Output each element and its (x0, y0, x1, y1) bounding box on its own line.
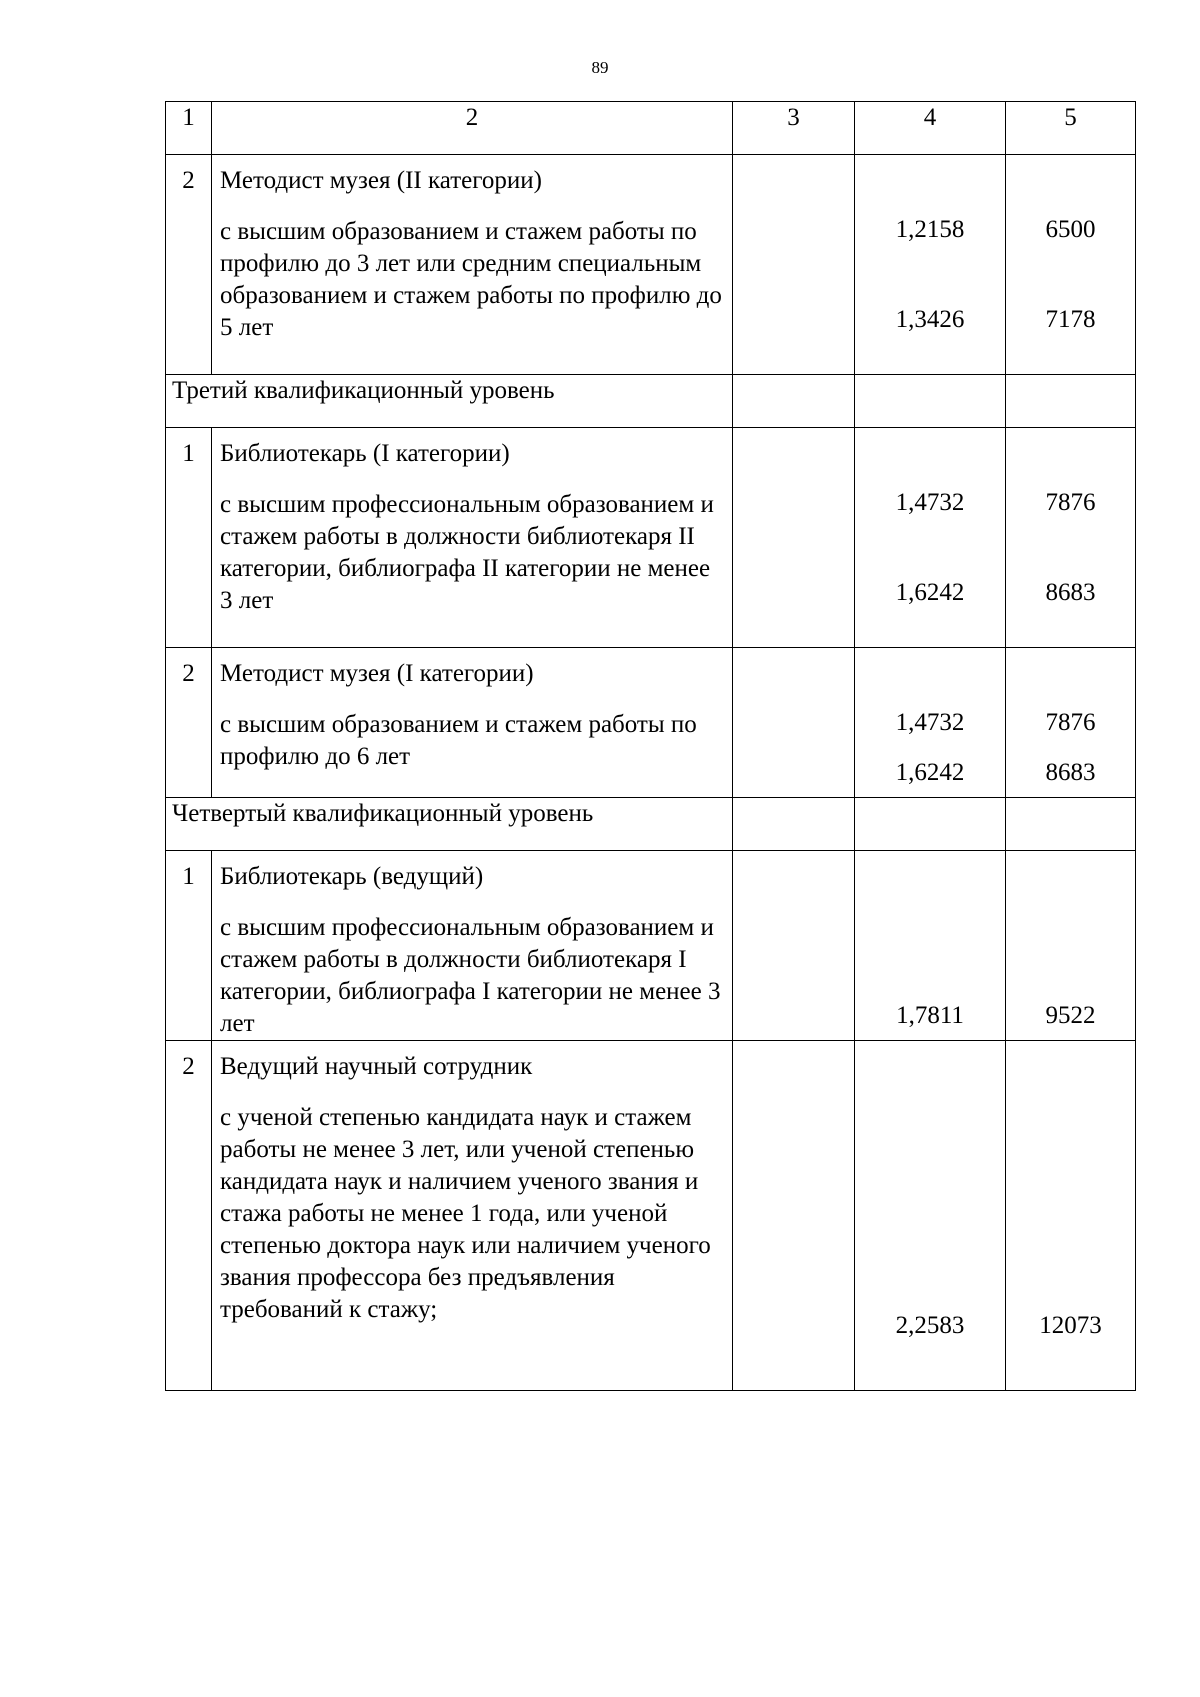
table-row (166, 428, 1136, 648)
page-number: 89 (591, 58, 609, 77)
table-row (166, 155, 1136, 375)
position-requirements: с высшим профессиональным образованием и стажем работы в должности библиотекаря II категории, библиографа II категории не менее 3 лет (220, 491, 714, 614)
coefficient-cell (855, 428, 1006, 648)
section-row (166, 375, 1136, 428)
section-label: Четвертый квалификационный уровень (166, 798, 733, 851)
table-row (166, 1041, 1136, 1391)
empty-cell (733, 375, 855, 428)
empty-cell (733, 851, 855, 1041)
position-cell (212, 648, 733, 798)
table-row (166, 851, 1136, 1041)
header-cell: 4 (855, 102, 1006, 155)
table-row (166, 648, 1136, 798)
position-title: Методист музея (I категории) (220, 660, 534, 687)
empty-cell (1006, 375, 1136, 428)
coefficient-cell (855, 851, 1006, 1041)
salary-value: 12073 (1039, 1312, 1102, 1339)
position-title: Ведущий научный сотрудник (220, 1053, 533, 1080)
position-requirements: с ученой степенью кандидата наук и стажем работы не менее 3 лет, или ученой степенью кандидата наук и наличием ученого звания и стажа работы не менее 1 года, или ученой степенью доктора наук или наличием ученого звания профессора без предъявления требований к стажу; (220, 1104, 711, 1323)
coefficient-value: 1,4732 (895, 709, 965, 736)
header-cell: 3 (733, 102, 855, 155)
salary-table (165, 101, 1136, 1391)
section-label: Третий квалификационный уровень (166, 375, 733, 428)
salary-value: 9522 (1045, 1002, 1096, 1029)
header-cell: 2 (212, 102, 733, 155)
empty-cell (733, 648, 855, 798)
row-number: 1 (166, 428, 212, 648)
salary-cell (1006, 428, 1136, 648)
salary-cell (1006, 1041, 1136, 1391)
position-requirements: с высшим профессиональным образованием и стажем работы в должности библиотекаря I категории, библиографа I категории не менее 3 лет (220, 914, 721, 1037)
coefficient-cell (855, 155, 1006, 375)
position-title: Библиотекарь (I категории) (220, 440, 510, 467)
coefficient-value: 1,7811 (896, 1002, 964, 1029)
position-cell (212, 428, 733, 648)
coefficient-cell (855, 1041, 1006, 1391)
empty-cell (855, 375, 1006, 428)
salary-cell (1006, 648, 1136, 798)
header-row (166, 102, 1136, 155)
position-title: Библиотекарь (ведущий) (220, 863, 484, 890)
salary-value: 8683 (1045, 579, 1096, 606)
header-cell: 5 (1006, 102, 1136, 155)
coefficient-value: 1,4732 (895, 489, 965, 516)
empty-cell (733, 798, 855, 851)
position-requirements: с высшим образованием и стажем работы по профилю до 3 лет или средним специальным образованием и стажем работы по профилю до 5 лет (220, 218, 722, 341)
salary-value: 8683 (1045, 759, 1096, 786)
empty-cell (855, 798, 1006, 851)
salary-value: 6500 (1045, 216, 1096, 243)
salary-value: 7876 (1045, 709, 1096, 736)
position-title: Методист музея (II категории) (220, 167, 542, 194)
position-cell (212, 155, 733, 375)
coefficient-value: 2,2583 (895, 1312, 965, 1339)
row-number: 2 (166, 648, 212, 798)
empty-cell (733, 428, 855, 648)
header-cell: 1 (166, 102, 212, 155)
empty-cell (1006, 798, 1136, 851)
coefficient-value: 1,2158 (895, 216, 965, 243)
coefficient-value: 1,6242 (895, 579, 965, 606)
salary-cell (1006, 851, 1136, 1041)
coefficient-cell (855, 648, 1006, 798)
salary-value: 7178 (1045, 306, 1096, 333)
position-cell (212, 851, 733, 1041)
row-number: 1 (166, 851, 212, 1041)
empty-cell (733, 1041, 855, 1391)
row-number: 2 (166, 155, 212, 375)
salary-value: 7876 (1045, 489, 1096, 516)
empty-cell (733, 155, 855, 375)
row-number: 2 (166, 1041, 212, 1391)
section-row (166, 798, 1136, 851)
position-requirements: с высшим образованием и стажем работы по профилю до 6 лет (220, 711, 697, 770)
salary-cell (1006, 155, 1136, 375)
position-cell (212, 1041, 733, 1391)
coefficient-value: 1,3426 (895, 306, 965, 333)
coefficient-value: 1,6242 (895, 759, 965, 786)
